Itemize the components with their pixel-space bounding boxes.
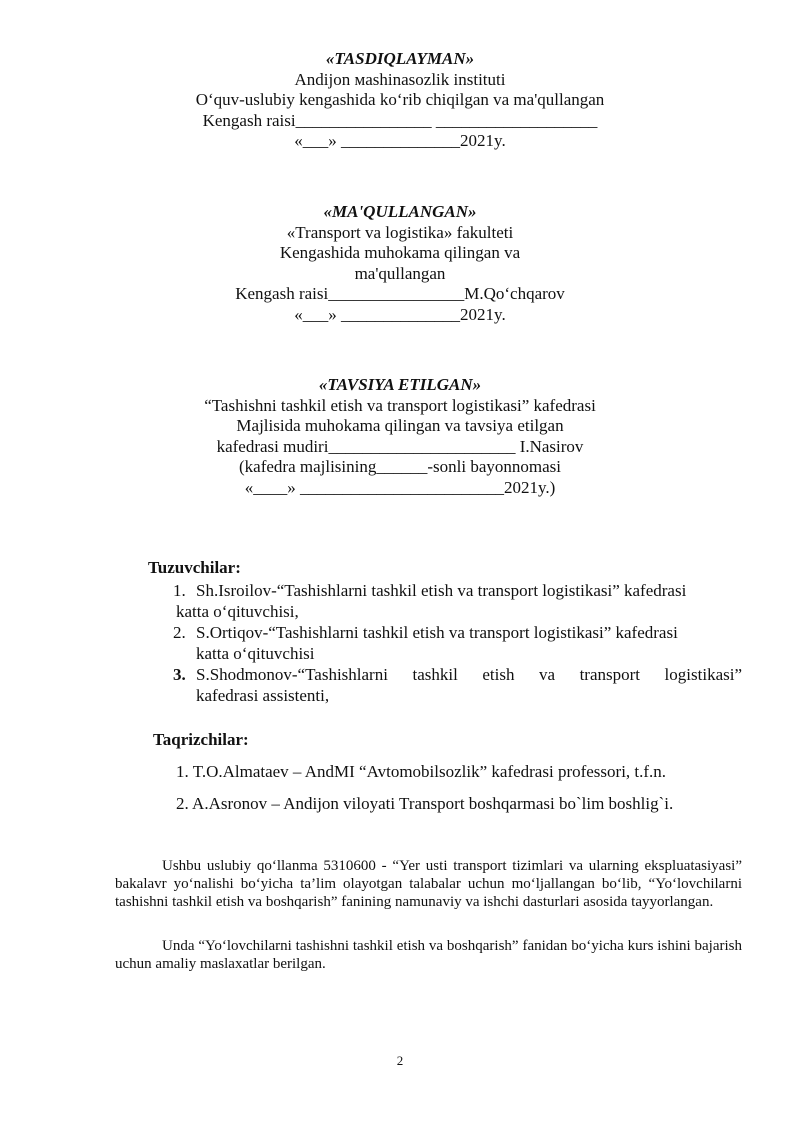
reviewer-item: 1. T.O.Almataev – AndMI “Avtomobilsozlik” kafedrasi professori, t.f.n. xyxy=(176,762,667,781)
reviewers-title: Taqrizchilar: xyxy=(153,730,249,749)
approval-date: «___» ______________2021y. xyxy=(294,131,506,150)
list-item-text-cont: katta o‘qituvchisi xyxy=(196,644,315,663)
list-item-number: 1. xyxy=(173,581,186,600)
agreed-chair-signature: Kengash raisi________________M.Qo‘chqarov xyxy=(235,284,565,303)
authors-title: Tuzuvchilar: xyxy=(148,558,241,577)
list-item-text: S.Shodmonov-“Tashishlarni tashkil etish va transport logistikasi” xyxy=(196,665,742,684)
list-item-number: 3. xyxy=(173,665,186,684)
recommended-block xyxy=(0,375,800,498)
approval-heading: «TASDIQLAYMAN» xyxy=(325,49,475,68)
agreed-block xyxy=(0,202,800,325)
approval-institute: Andijon мashinasozlik instituti xyxy=(294,69,506,89)
agreed-approved: ma'qullangan xyxy=(354,263,446,283)
approval-council: O‘quv-uslubiy kengashida ko‘rib chiqilgan va ma'qullangan xyxy=(195,90,605,109)
annotation-paragraph: Ushbu uslubiy qo‘llanma 5310600 - “Yer usti transport tizimlari va ularning ekspluatasiyasi” bakalavr yo‘nalishi bo‘yicha ta’lim olayotgan talabalar uchun mo‘ljallangan bo‘lib, “Yo‘lovchilarni tashishni tashkil etish va boshqarish” fanining namunaviy va ishchi dasturlari asosida tayyorlangan. xyxy=(115,858,742,910)
list-item-text-cont: kafedrasi assistenti, xyxy=(196,686,330,705)
agreed-date: «___» ______________2021y. xyxy=(294,304,506,324)
agreed-heading: «MA'QULLANGAN» xyxy=(323,202,477,221)
list-item-text: S.Ortiqov-“Tashishlarni tashkil etish va transport logistikasi” kafedrasi xyxy=(196,623,678,642)
recommended-protocol: (kafedra majlisining______-sonli bayonnomasi xyxy=(239,457,561,476)
page-number: 2 xyxy=(396,1053,404,1068)
recommended-heading: «TAVSIYA ETILGAN» xyxy=(318,375,482,394)
approval-block xyxy=(0,49,800,152)
list-item-text-cont: katta o‘qituvchisi, xyxy=(176,602,299,621)
list-item-number: 2. xyxy=(173,623,186,642)
agreed-faculty: «Transport va logistika» fakulteti xyxy=(286,222,514,242)
recommended-meeting: Majlisida muhokama qilingan va tavsiya etilgan xyxy=(236,416,564,435)
approval-chair-signature: Kengash raisi________________ ___________________ xyxy=(202,110,598,130)
recommended-date: «____» ________________________2021y.) xyxy=(244,477,556,497)
agreed-council: Kengashida muhokama qilingan va xyxy=(279,243,521,262)
reviewer-item: 2. A.Asronov – Andijon viloyati Transport boshqarmasi bo`lim boshlig`i. xyxy=(176,794,674,813)
list-item-text: Sh.Isroilov-“Tashishlarni tashkil etish va transport logistikasi” kafedrasi xyxy=(196,581,687,600)
recommended-head-signature: kafedrasi mudiri______________________ I.Nasirov xyxy=(216,436,584,456)
recommended-department: “Tashishni tashkil etish va transport logistikasi” kafedrasi xyxy=(204,395,596,415)
annotation-paragraph: Unda “Yo‘lovchilarni tashishni tashkil etish va boshqarish” fanidan bo‘yicha kurs ishini bajarish uchun amaliy maslaxatlar berilgan. xyxy=(115,938,742,972)
